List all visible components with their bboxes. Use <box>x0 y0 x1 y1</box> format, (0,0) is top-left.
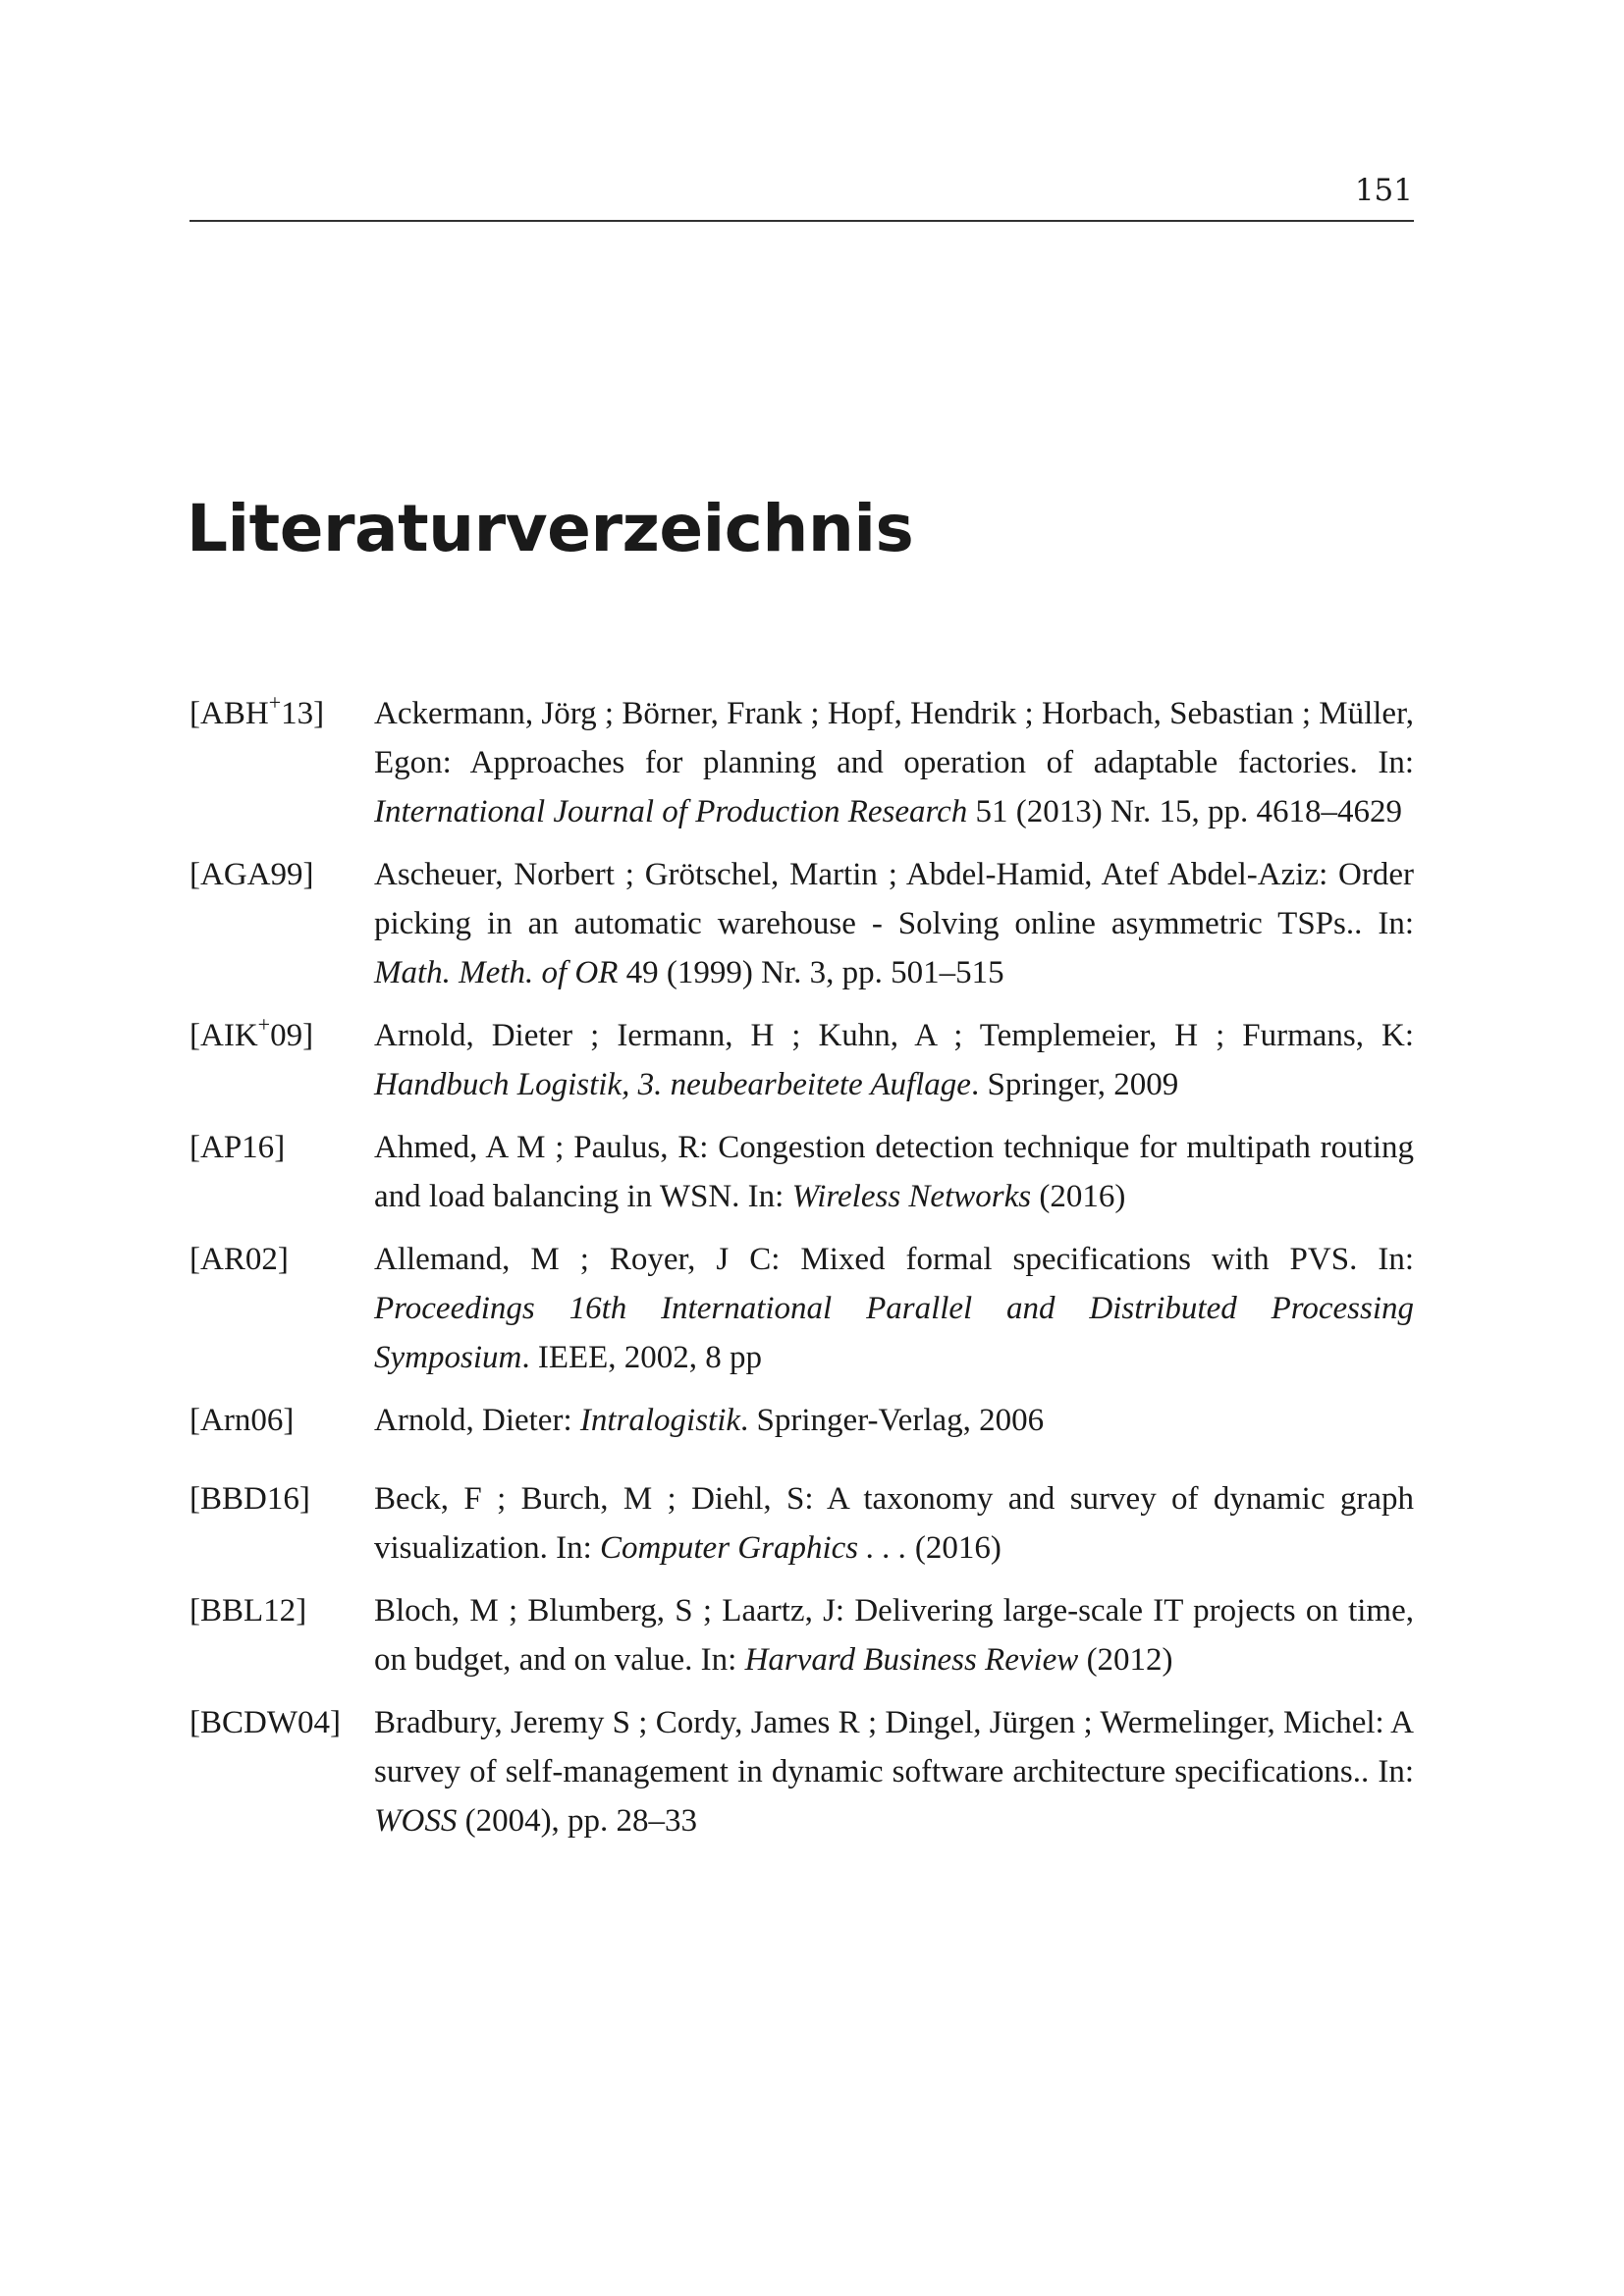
citation-venue: Wireless Networks <box>791 1179 1032 1214</box>
citation-venue: Math. Meth. of OR <box>374 955 619 990</box>
citation-key: [AP16] <box>189 1130 286 1165</box>
citation-details: (2016) <box>906 1530 1001 1566</box>
citation-key-tail: 09 <box>270 1018 303 1053</box>
citation-venue: Computer Graphics . . . <box>600 1530 907 1566</box>
citation-text <box>374 1123 1414 1221</box>
citation-authors-title: Bradbury, Jeremy S ; Cordy, James R ; Dingel, Jürgen ; Wermelinger, Michel: A survey of self-management in dynamic software architecture specifications.. In: <box>374 1705 1414 1789</box>
citation-key-main: BBL12 <box>200 1593 297 1629</box>
bibliography-entry <box>189 689 1414 836</box>
bibliography-entry <box>189 1474 1414 1573</box>
citation-key-tail: 13 <box>281 696 314 731</box>
citation-details: . Springer, 2009 <box>970 1067 1179 1102</box>
citation-key-main: Arn06 <box>200 1403 284 1438</box>
citation-details: (2012) <box>1078 1642 1173 1678</box>
bibliography-entry <box>189 1586 1414 1684</box>
citation-key-main: AR02 <box>200 1242 278 1277</box>
bibliography-entry <box>189 1123 1414 1221</box>
citation-authors-title: Allemand, M ; Royer, J C: Mixed formal specifications with PVS. In: <box>374 1242 1414 1277</box>
citation-key: [BCDW04] <box>189 1705 341 1740</box>
bibliography-entry <box>189 1011 1414 1109</box>
citation-authors-title: Ackermann, Jörg ; Börner, Frank ; Hopf, Hendrik ; Horbach, Sebastian ; Müller, Egon: Approaches for planning and operation of adaptable factories. In: <box>374 696 1414 780</box>
citation-text <box>374 1474 1414 1573</box>
citation-text <box>374 1698 1414 1845</box>
chapter-title: Literaturverzeichnis <box>187 491 914 566</box>
citation-key: [AIK+09] <box>189 1012 314 1053</box>
page-number: 151 <box>1354 173 1413 208</box>
citation-venue: Harvard Business Review <box>744 1642 1079 1678</box>
citation-key: [ABH+13] <box>189 690 325 731</box>
citation-authors-title: Beck, F ; Burch, M ; Diehl, S: A taxonomy and survey of dynamic graph visualization. In: <box>374 1481 1414 1566</box>
citation-text <box>374 1586 1414 1684</box>
citation-authors-title: Ahmed, A M ; Paulus, R: Congestion detection technique for multipath routing and load balancing in WSN. In: <box>374 1130 1414 1214</box>
bibliography-entry <box>189 1235 1414 1382</box>
bibliography-entry <box>189 850 1414 997</box>
citation-text <box>374 1011 1414 1109</box>
citation-text <box>374 1235 1414 1382</box>
citation-authors-title: Arnold, Dieter ; Iermann, H ; Kuhn, A ; Templemeier, H ; Furmans, K: <box>374 1018 1414 1053</box>
header-rule <box>189 220 1414 222</box>
citation-venue: Intralogistik <box>579 1403 741 1438</box>
citation-venue: WOSS <box>374 1803 458 1839</box>
citation-key: [BBL12] <box>189 1593 307 1629</box>
bibliography-list <box>189 689 1414 1845</box>
citation-key-main: BBD16 <box>200 1481 299 1517</box>
citation-details: (2016) <box>1031 1179 1126 1214</box>
citation-venue: Handbuch Logistik, 3. neubearbeitete Auflage <box>374 1067 971 1102</box>
citation-authors-title: Bloch, M ; Blumberg, S ; Laartz, J: Delivering large-scale IT projects on time, on budget, and on value. In: <box>374 1593 1414 1678</box>
citation-key: [BBD16] <box>189 1481 310 1517</box>
citation-text <box>374 1396 1414 1445</box>
citation-key: [AR02] <box>189 1242 289 1277</box>
citation-details: . Springer-Verlag, 2006 <box>740 1403 1045 1438</box>
bibliography-entry <box>189 1396 1414 1445</box>
citation-details: . IEEE, 2002, 8 pp <box>521 1340 763 1375</box>
citation-key: [AGA99] <box>189 857 314 892</box>
citation-key-main: ABH <box>200 696 269 731</box>
citation-details: 51 (2013) Nr. 15, pp. 4618–4629 <box>967 794 1403 829</box>
citation-venue: Proceedings 16th International Parallel and Distributed Processing Symposium <box>374 1291 1414 1375</box>
citation-details: (2004), pp. 28–33 <box>457 1803 698 1839</box>
citation-key-main: AIK <box>200 1018 258 1053</box>
citation-text <box>374 689 1414 836</box>
citation-venue: International Journal of Production Research <box>374 794 968 829</box>
citation-details: 49 (1999) Nr. 3, pp. 501–515 <box>618 955 1004 990</box>
citation-key-main: AGA99 <box>200 857 303 892</box>
bibliography-entry <box>189 1698 1414 1845</box>
citation-key-sup: + <box>268 690 282 715</box>
citation-key-main: AP16 <box>200 1130 275 1165</box>
citation-key: [Arn06] <box>189 1403 295 1438</box>
citation-key-main: BCDW04 <box>200 1705 330 1740</box>
citation-key-sup: + <box>257 1012 271 1037</box>
citation-authors-title: Ascheuer, Norbert ; Grötschel, Martin ; Abdel-Hamid, Atef Abdel-Aziz: Order picking in an automatic warehouse - Solving online asymmetric TSPs.. In: <box>374 857 1414 941</box>
citation-authors-title: Arnold, Dieter: <box>374 1403 580 1438</box>
citation-text <box>374 850 1414 997</box>
